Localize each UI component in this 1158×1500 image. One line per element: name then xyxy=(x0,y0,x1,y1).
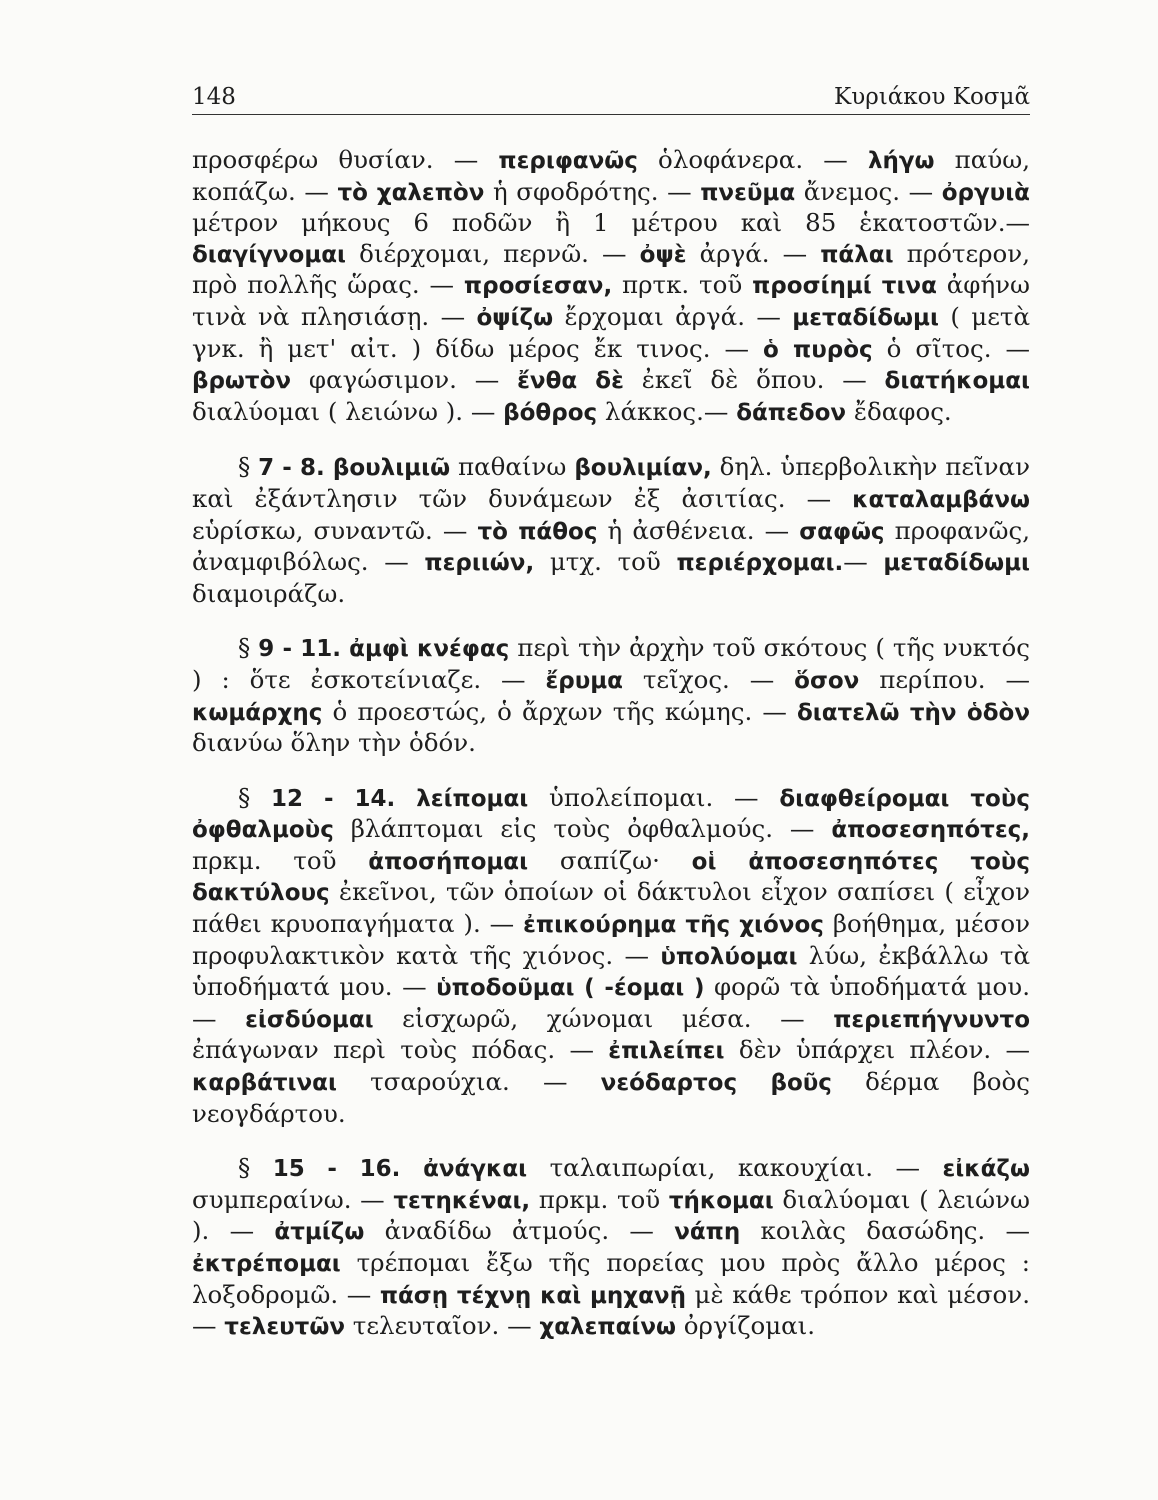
glossary-definition: § xyxy=(238,1153,273,1183)
glossary-paragraph xyxy=(192,145,1030,428)
glossary-term: ὀργυιὰ xyxy=(941,179,1030,206)
glossary-term: περιιών, xyxy=(424,550,535,577)
glossary-term: εἰκάζω xyxy=(942,1156,1030,1183)
glossary-definition: περὶ τὴν ἀρχὴν τοῦ σκότους ( τῆς νυκτός ) : ὅτε ἐσκοτείνιαζε. — xyxy=(192,633,1030,694)
glossary-definition: φαγώσιμον. — xyxy=(291,365,518,395)
glossary-term: καταλαμβάνω xyxy=(852,486,1030,513)
glossary-paragraph xyxy=(192,783,1030,1130)
glossary-definition: βλάπτομαι εἰς τοὺς ὀφθαλμούς. — xyxy=(333,814,832,844)
glossary-term: λήγω xyxy=(867,148,935,174)
glossary-term: προσίεσαν, xyxy=(463,273,613,300)
glossary-paragraph xyxy=(192,1153,1030,1343)
glossary-definition: δὲν ὑπάρχει πλέον. — xyxy=(724,1035,1030,1065)
glossary-term: ἐπιλείπει xyxy=(608,1038,725,1065)
glossary-definition: τρέπομαι ἔξω τῆς πορείας μου πρὸς ἄλλο μέρος : λοξοδρομῶ. — xyxy=(192,1248,1030,1309)
glossary-term: μεταδίδωμι xyxy=(883,550,1031,577)
glossary-definition: παθαίνω xyxy=(450,452,575,482)
glossary-term: μεταδίδωμι xyxy=(792,304,939,331)
glossary-definition: διέρχομαι, περνῶ. — xyxy=(346,238,640,268)
glossary-definition: ὁ προεστώς, ὁ ἄρχων τῆς κώμης. — xyxy=(322,696,797,726)
glossary-definition: προφανῶς, ἀναμφιβόλως. — xyxy=(192,515,1031,577)
glossary-term: ἔνθα δὲ xyxy=(517,368,624,395)
glossary-definition: ὀργίζομαι. xyxy=(676,1311,816,1341)
glossary-definition: τελευταῖον. — xyxy=(345,1311,540,1341)
glossary-definition: λάκκος.— xyxy=(597,396,737,426)
glossary-definition: § xyxy=(238,782,272,812)
glossary-term: ἀποσεσηπότες, xyxy=(831,817,1030,844)
glossary-definition: συμπεραίνω. — xyxy=(192,1184,394,1214)
glossary-definition: μτχ. τοῦ xyxy=(534,547,677,577)
glossary-paragraph xyxy=(192,452,1030,609)
glossary-term: ὅσον xyxy=(794,667,860,694)
glossary-term: τελευτῶν xyxy=(224,1314,346,1341)
glossary-term: τήκομαι xyxy=(668,1187,774,1214)
glossary-definition: τεῖχος. — xyxy=(622,664,795,694)
glossary-definition: δέρμα βοὸς νεογδάρτου. xyxy=(192,1067,1030,1128)
glossary-definition: ὁ σῖτος. — xyxy=(872,333,1030,363)
glossary-definition: φορῶ τὰ ὑποδήματά μου. — xyxy=(192,972,1030,1033)
glossary-term: χαλεπαίνω xyxy=(539,1314,676,1341)
glossary-definition: εἰσχωρῶ, χώνομαι μέσα. — xyxy=(373,1003,834,1033)
glossary-term: τὸ πάθος xyxy=(477,518,598,545)
glossary-term: προσίημί τινα xyxy=(752,273,937,300)
glossary-definition: κοιλὰς δασώδης. — xyxy=(740,1216,1030,1246)
glossary-definition: μέτρον μήκους 6 ποδῶν ἢ 1 μέτρου καὶ 85 ἑκατοστῶν.— xyxy=(192,208,1030,238)
glossary-definition: πρότερον, πρὸ πολλῆς ὥρας. — xyxy=(192,238,1030,300)
glossary-term: ὀψίζω xyxy=(476,304,554,331)
glossary-definition: ὑπολείπομαι. — xyxy=(528,782,780,812)
glossary-term: ὀψὲ xyxy=(639,241,687,268)
glossary-term: ἀποσήπομαι xyxy=(368,848,529,875)
glossary-definition: ἡ ἀσθένεια. — xyxy=(597,515,800,545)
glossary-term: κωμάρχης xyxy=(192,699,323,726)
glossary-definition: ταλαιπωρίαι, κακουχίαι. — xyxy=(527,1153,943,1183)
glossary-definition: ( μετὰ γνκ. ἢ μετ' αἰτ. ) δίδω μέρος ἔκ τινος. — xyxy=(192,301,1030,363)
glossary-term: διατελῶ τὴν ὁδὸν xyxy=(796,699,1030,726)
glossary-term: ἐπικούρημα τῆς χιόνος xyxy=(523,912,824,939)
glossary-definition: διαλύομαι ( λειώνω ). — xyxy=(192,1184,1030,1246)
glossary-term: βουλιμίαν, xyxy=(574,455,712,482)
glossary-definition: τσαρούχια. — xyxy=(336,1067,601,1097)
glossary-definition: παύω, κοπάζω. — xyxy=(192,145,1030,206)
glossary-definition: λύω, ἐκβάλλω τὰ ὑποδήματά μου. — xyxy=(192,940,1030,1002)
glossary-definition: βοήθημα, μέσον προφυλακτικὸν κατὰ τῆς χιόνος. — xyxy=(192,909,1030,970)
glossary-definition: πρτκ. τοῦ xyxy=(612,270,753,300)
glossary-term: ὑπολύομαι xyxy=(660,943,798,970)
glossary-term: 12 - 14. λείπομαι xyxy=(271,785,529,812)
glossary-definition: προσφέρω θυσίαν. — xyxy=(192,145,499,174)
glossary-definition: πρκμ. τοῦ xyxy=(530,1184,669,1214)
glossary-term: περιέρχομαι. xyxy=(676,550,844,577)
glossary-term: τὸ χαλεπὸν xyxy=(337,179,485,206)
glossary-term: ἐκτρέπομαι xyxy=(192,1251,341,1277)
glossary-definition: — xyxy=(843,547,884,577)
glossary-text xyxy=(192,145,1030,1367)
glossary-term: ἀτμίζω xyxy=(274,1219,365,1246)
glossary-definition: ἀφήνω τινὰ νὰ πλησιάσῃ. — xyxy=(192,270,1030,331)
glossary-definition: ἄνεμος. — xyxy=(795,176,942,206)
glossary-definition: ἐκεῖνοι, τῶν ὁποίων οἱ δάκτυλοι εἶχον σαπίσει ( εἶχον πάθει κρυοπαγήματα ). — xyxy=(192,877,1030,939)
glossary-term: τετηκέναι, xyxy=(393,1187,531,1214)
glossary-term: νεόδαρτος βοῦς xyxy=(600,1070,832,1097)
glossary-definition: ἐπάγωναν περὶ τοὺς πόδας. — xyxy=(192,1035,609,1065)
glossary-definition: δηλ. ὑπερβολικὴν πεῖναν καὶ ἐξάντλησιν τῶν δυνάμεων ἐξ ἀσιτίας. — xyxy=(192,452,1030,513)
glossary-term: βρωτὸν xyxy=(192,368,292,395)
glossary-definition: πρκμ. τοῦ xyxy=(192,845,369,875)
glossary-term: πάσῃ τέχνῃ καὶ μηχανῇ xyxy=(379,1282,686,1309)
glossary-definition: διαμοιράζω. xyxy=(192,578,346,608)
glossary-definition: εὑρίσκω, συναντῶ. — xyxy=(192,515,478,545)
glossary-definition: ἀναδίδω ἀτμούς. — xyxy=(364,1216,675,1246)
glossary-definition: ἐκεῖ δὲ ὅπου. — xyxy=(623,365,885,395)
glossary-term: καρβάτιναι xyxy=(192,1070,337,1097)
glossary-term: δάπεδον xyxy=(736,399,847,426)
glossary-term: ὑποδοῦμαι ( -έομαι ) xyxy=(436,975,705,1002)
glossary-term: περιφανῶς xyxy=(498,148,638,174)
glossary-term: διατήκομαι xyxy=(884,368,1030,395)
glossary-definition: περίπου. — xyxy=(859,664,1030,694)
glossary-definition: ἀργά. — xyxy=(686,238,821,268)
glossary-term: ἔρυμα xyxy=(545,667,623,694)
glossary-definition: σαπίζω· xyxy=(528,845,692,875)
glossary-term: εἰσδύομαι xyxy=(245,1006,374,1033)
glossary-definition: ἔρχομαι ἀργά. — xyxy=(553,301,793,331)
glossary-term: περιεπήγνυντο xyxy=(833,1006,1030,1033)
glossary-definition: § xyxy=(238,452,259,482)
page-header xyxy=(192,78,1030,115)
glossary-term: σαφῶς xyxy=(799,518,885,545)
glossary-term: οἱ ἀποσεσηπότες τοὺς δακτύλους xyxy=(192,848,1030,907)
glossary-definition: διανύω ὅλην τὴν ὁδόν. xyxy=(192,728,476,758)
glossary-term: ὁ πυρὸς xyxy=(763,336,873,363)
glossary-definition: ὁλοφάνερα. — xyxy=(637,145,868,174)
glossary-term: πνεῦμα xyxy=(700,179,796,206)
glossary-definition: διαλύομαι ( λειώνω ). — xyxy=(192,396,504,426)
glossary-definition: μὲ κάθε τρόπον καὶ μέσον. — xyxy=(192,1279,1030,1341)
glossary-term: νάπη xyxy=(674,1219,741,1246)
glossary-definition: ἡ σφοδρότης. — xyxy=(484,176,701,206)
glossary-term: 9 - 11. ἀμφὶ κνέφας xyxy=(258,636,510,663)
glossary-term: 15 - 16. ἀνάγκαι xyxy=(272,1156,528,1183)
page-number: 148 xyxy=(192,84,236,110)
glossary-definition: ἔδαφος. xyxy=(846,396,952,426)
glossary-term: διαφθείρομαι τοὺς ὀφθαλμοὺς xyxy=(192,785,1031,844)
glossary-definition: § xyxy=(238,633,259,663)
glossary-term: διαγίγνομαι xyxy=(192,241,347,268)
glossary-paragraph xyxy=(192,633,1030,758)
glossary-term: πάλαι xyxy=(820,241,894,268)
running-title: Κυριάκου Κοσμᾶ xyxy=(834,84,1030,110)
glossary-term: 7 - 8. βουλιμιῶ xyxy=(258,455,451,482)
glossary-term: βόθρος xyxy=(503,399,598,426)
